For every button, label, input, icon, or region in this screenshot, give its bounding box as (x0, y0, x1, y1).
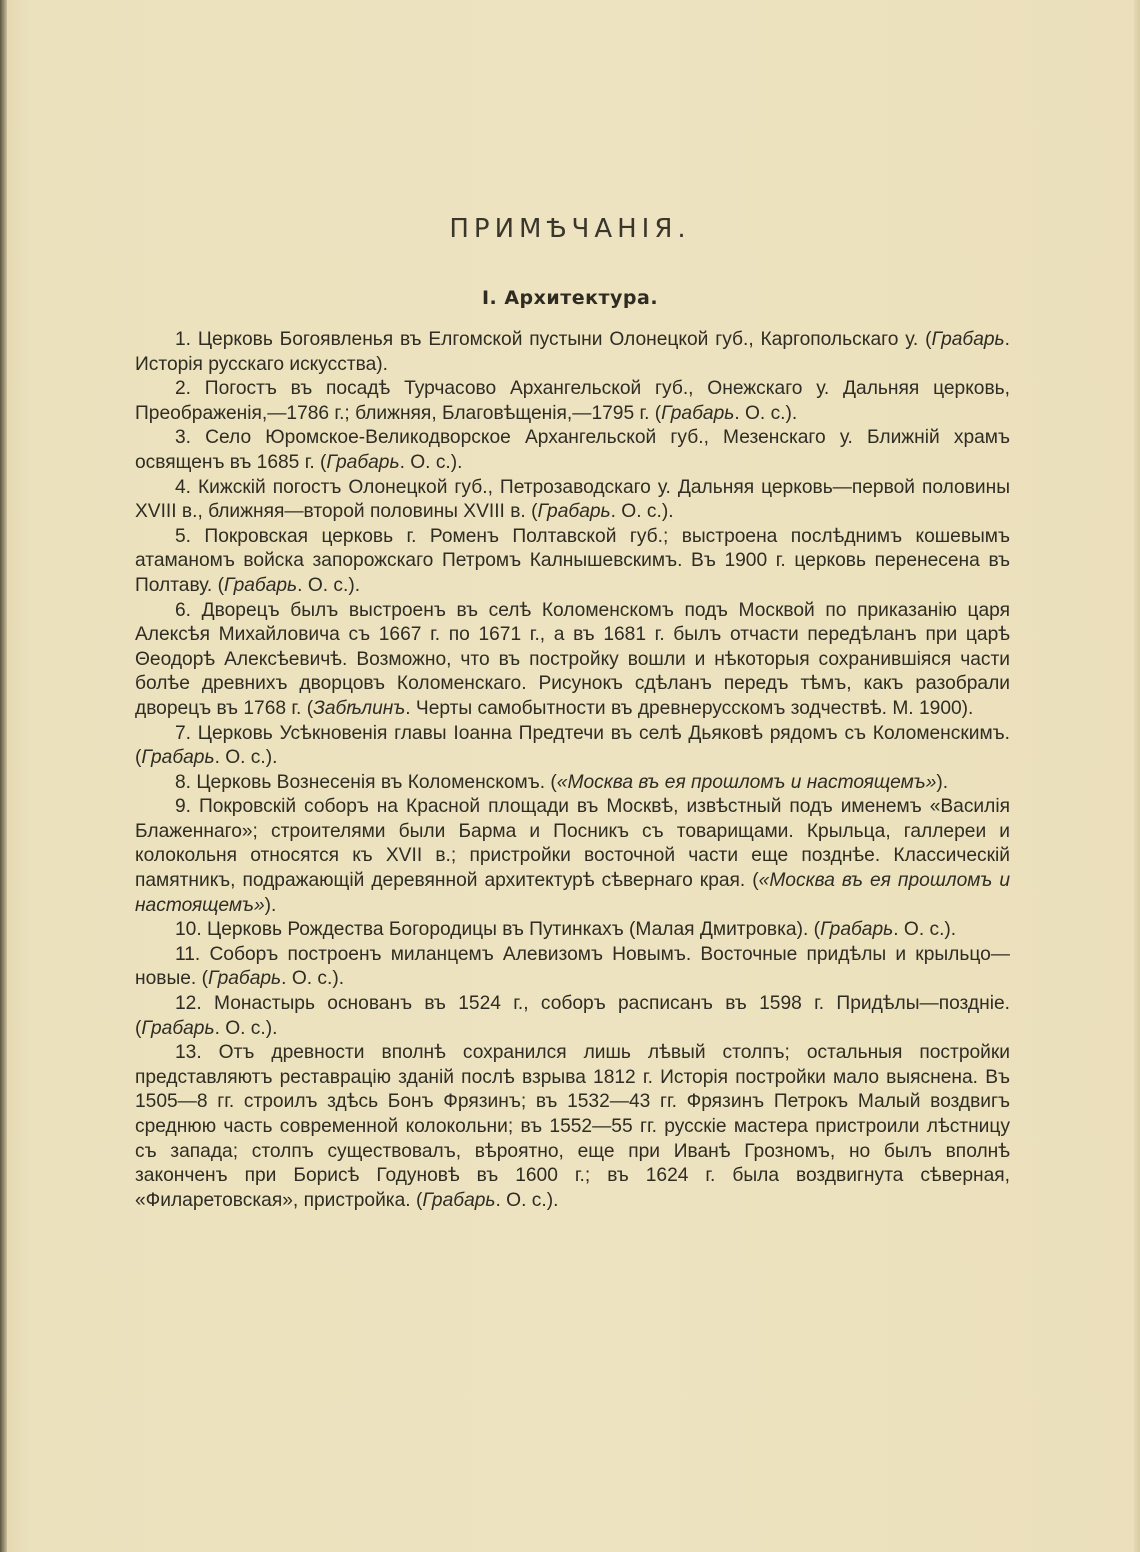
note-item: 9. Покровскій соборъ на Красной площади въ Москвѣ, извѣстный подъ именемъ «Василія Блаженнаго»; строителями были Барма и Посникъ съ товарищами. Крыльца, галлереи и колокольня относятся къ XVII в.; пристройки восточной части еще позднѣе. Классическій памятникъ, подражающій деревянной архитектурѣ сѣвернаго края. («Москва въ ея прошломъ и настоящемъ»). (135, 796, 1010, 916)
note-source: Грабарь (661, 402, 735, 424)
notes-list (135, 328, 1010, 1213)
page-title: ПРИМѢЧАНІЯ. (449, 214, 691, 244)
note-item: 7. Церковь Усѣкновенія главы Іоанна Предтечи въ селѣ Дьяковѣ рядомъ съ Коломенскимъ. (Грабарь. О. с.). (135, 722, 1010, 769)
note-item: 5. Покровская церковь г. Роменъ Полтавской губ.; выстроена послѣднимъ кошевымъ атаманомъ войска запорожскаго Петромъ Калнышевскимъ. Въ 1900 г. церковь перенесена въ Полтаву. (Грабарь. О. с.). (135, 525, 1010, 596)
note-item: 1. Церковь Богоявленья въ Елгомской пустыни Олонецкой губ., Каргопольскаго у. (Грабарь. Исторія русскаго искусства). (135, 329, 1010, 375)
note-item: 6. Дворецъ былъ выстроенъ въ селѣ Коломенскомъ подъ Москвой по приказанію царя Алексѣя Михайловича съ 1667 г. по 1671 г., а въ 1681 г. былъ отчасти передѣланъ при царѣ Θеодорѣ Алексѣевичѣ. Возможно, что въ постройку вошли и нѣкоторыя сохранившіяся части болѣе древнихъ дворцовъ Коломенскаго. Рисунокъ сдѣланъ передъ тѣмъ, какъ разобрали дворецъ въ 1768 г. (Забѣлинъ. Черты самобытности въ древнерусскомъ зодчествѣ. М. 1900). (135, 599, 1010, 719)
note-item: 10. Церковь Рождества Богородицы въ Путинкахъ (Малая Дмитровка). (Грабарь. О. с.). (175, 919, 957, 941)
note-source: «Москва въ ея прошломъ и настоящемъ» (135, 870, 1010, 916)
note-source: Грабарь (820, 919, 894, 941)
note-item: 4. Кижскій погостъ Олонецкой губ., Петрозаводскаго у. Дальняя церковь—первой половины XVIII в., ближняя—второй половины XVIII в. (Грабарь. О. с.). (135, 476, 1010, 523)
note-source: Грабарь (422, 1189, 496, 1211)
note-source: Грабарь (141, 1017, 215, 1039)
note-source: Грабарь (141, 747, 215, 769)
note-item: 13. Отъ древности вполнѣ сохранился лишь лѣвый столпъ; остальныя постройки представляютъ реставрацію зданій послѣ взрыва 1812 г. Исторія постройки мало выяснена. Въ 1505—8 гг. строилъ здѣсь Бонъ Фрязинъ; въ 1532—43 гг. Фрязинъ Петрокъ Малый воздвигъ среднюю часть современной колокольни; въ 1552—55 гг. русскіе мастера пристроили лѣстницу съ запада; столпъ существовалъ, вѣроятно, еще при Иванѣ Грозномъ, но былъ вполнѣ законченъ при Борисѣ Годуновѣ въ 1600 г.; въ 1624 г. была воздвигнута сѣверная, «Филаретовская», пристройка. (Грабарь. О. с.). (135, 1042, 1010, 1211)
note-source: «Москва въ ея прошломъ и настоящемъ» (556, 771, 937, 793)
note-source: Грабарь (223, 574, 298, 596)
note-source: Грабарь (207, 968, 282, 990)
note-item: 2. Погостъ въ посадѣ Турчасово Архангельской губ., Онежскаго у. Дальняя церковь, Преображенія,—1786 г.; ближняя, Благовѣщенія,—1795 г. (Грабарь. О. с.). (135, 378, 1010, 424)
note-item: 11. Соборъ построенъ миланцемъ Алевизомъ Новымъ. Восточные придѣлы и крыльцо—новые. (Грабарь. О. с.). (135, 943, 1010, 990)
note-item: 12. Монастырь основанъ въ 1524 г., соборъ расписанъ въ 1598 г. Придѣлы—поздніе. (Грабарь. О. с.). (135, 993, 1010, 1039)
note-source: Грабарь (931, 329, 1005, 350)
note-source: Грабарь (326, 451, 400, 473)
section-heading: I. Архитектура. (481, 287, 659, 309)
note-item: 8. Церковь Вознесенія въ Коломенскомъ. («Москва въ ея прошломъ и настоящемъ»). (175, 771, 949, 793)
note-source: Грабарь (537, 501, 611, 523)
note-source: Забѣлинъ (313, 697, 406, 719)
note-item: 3. Село Юромское-Великодворское Архангельской губ., Мезенскаго у. Ближній храмъ освященъ въ 1685 г. (Грабарь. О. с.). (135, 427, 1010, 473)
